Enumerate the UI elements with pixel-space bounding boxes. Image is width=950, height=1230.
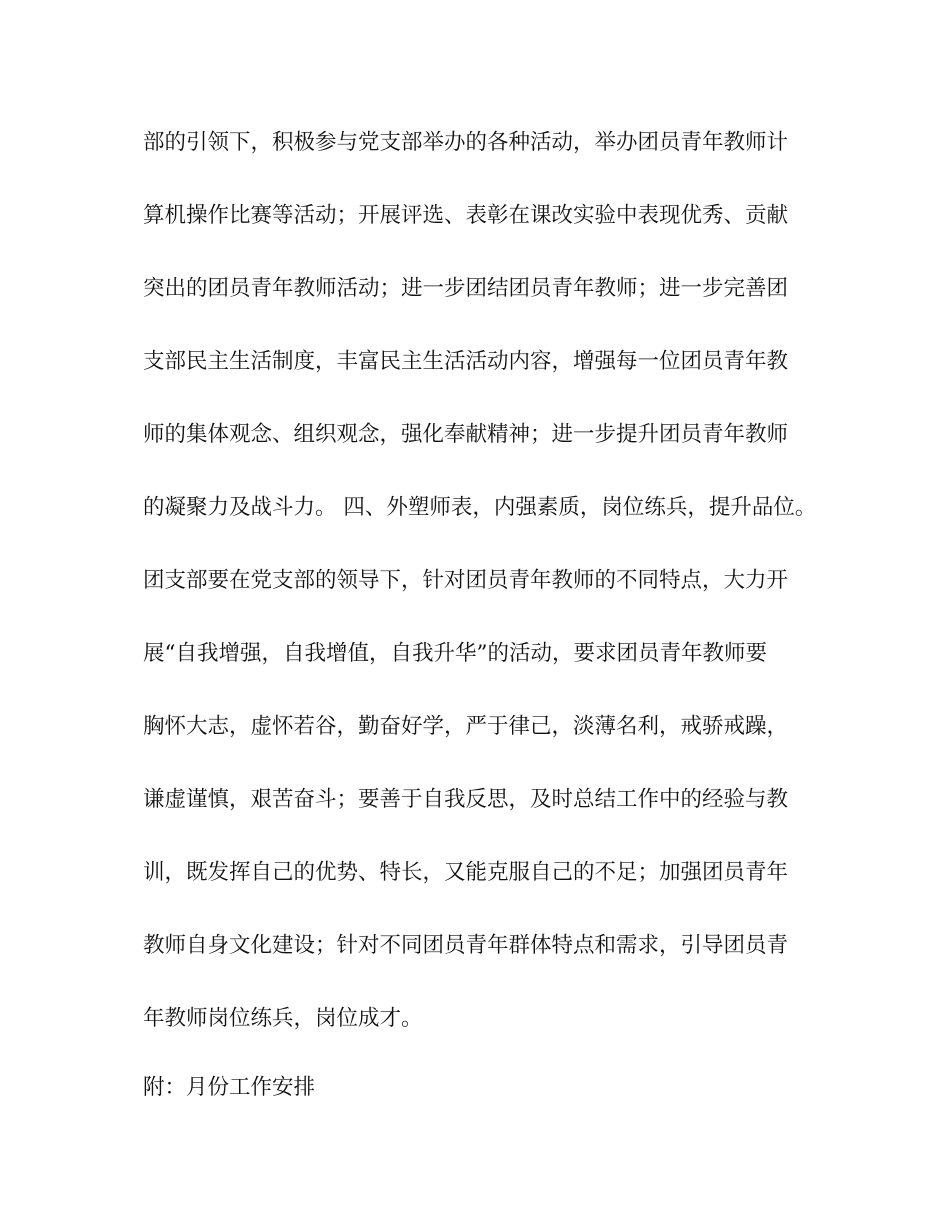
appendix-heading: 附：月份工作安排: [143, 1075, 316, 1100]
paragraph-line: 训，既发挥自己的优势、特长，又能克服自己的不足；加强团员青年: [143, 860, 789, 885]
paragraph-line: 突出的团员青年教师活动；进一步团结团员青年教师；进一步完善团: [143, 276, 789, 301]
paragraph-line: 部的引领下，积极参与党支部举办的各种活动，举办团员青年教师计: [143, 130, 789, 155]
paragraph-line: 的凝聚力及战斗力。 四、外塑师表，内强素质，岗位练兵，提升品位。: [143, 495, 817, 520]
paragraph-line: 师的集体观念、组织观念，强化奉献精神；进一步提升团员青年教师: [143, 422, 789, 447]
paragraph-line: 谦虚谨慎，艰苦奋斗；要善于自我反思，及时总结工作中的经验与教: [143, 787, 789, 812]
paragraph-line: 展“自我增强，自我增值，自我升华”的活动，要求团员青年教师要: [143, 641, 767, 666]
paragraph-line: 团支部要在党支部的领导下，针对团员青年教师的不同特点，大力开: [143, 568, 789, 593]
paragraph-line: 教师自身文化建设；针对不同团员青年群体特点和需求，引导团员青: [143, 933, 789, 958]
paragraph-line: 年教师岗位练兵，岗位成才。: [143, 1006, 423, 1031]
paragraph-line: 支部民主生活制度，丰富民主生活活动内容，增强每一位团员青年教: [143, 349, 789, 374]
paragraph-line: 胸怀大志，虚怀若谷，勤奋好学，严于律己，淡薄名利，戒骄戒躁，: [143, 714, 789, 739]
paragraph-line: 算机操作比赛等活动；开展评选、表彰在课改实验中表现优秀、贡献: [143, 203, 789, 228]
